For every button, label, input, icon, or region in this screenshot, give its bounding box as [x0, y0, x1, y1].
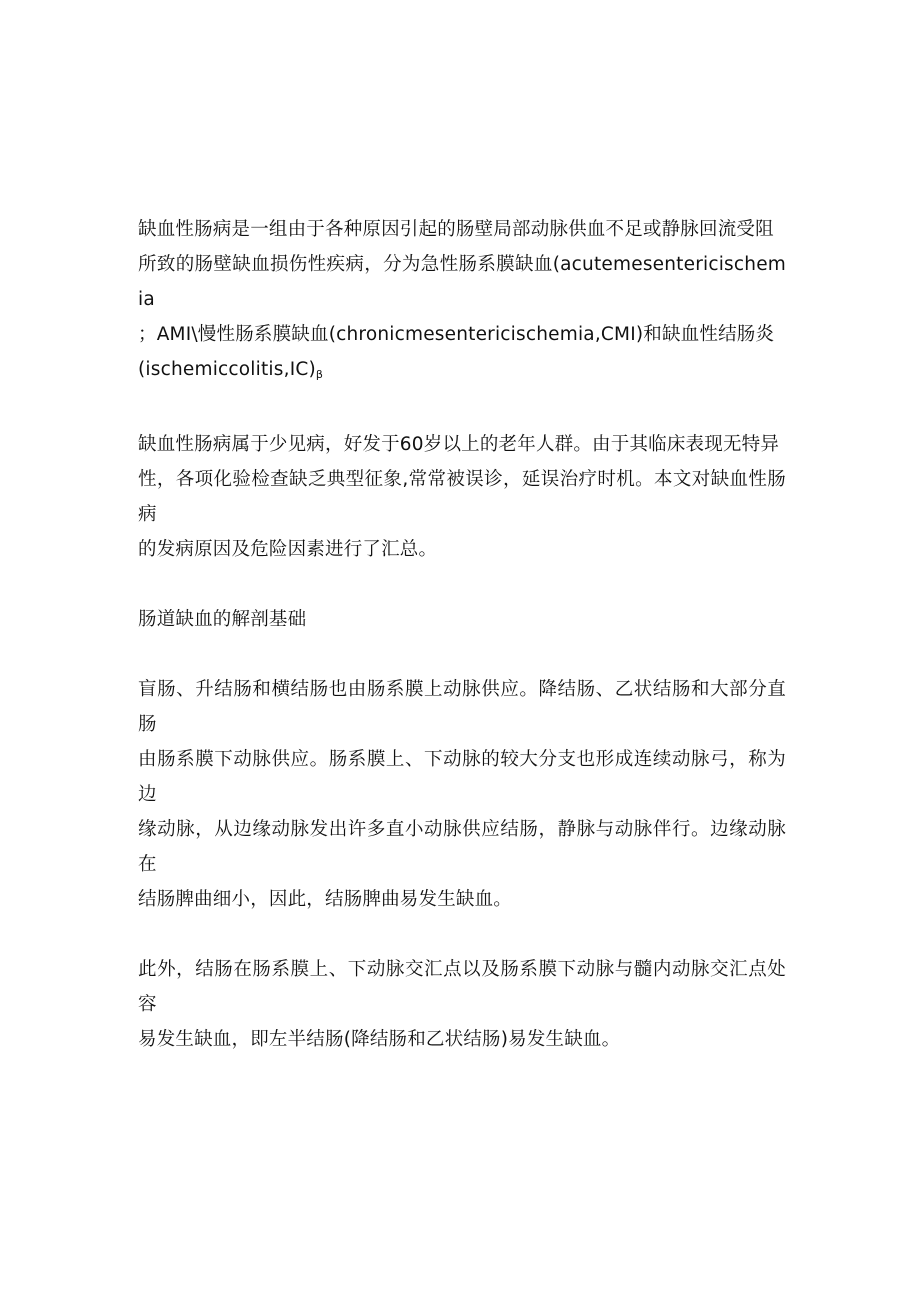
paragraph-definition: [138, 212, 786, 392]
text-line: 缺血性肠病属于少见病，好发于60岁以上的老年人群。由于其临床表现无特异: [138, 434, 780, 455]
text-line: 的发病原因及危险因素进行了汇总。: [138, 539, 438, 560]
document-body: [138, 212, 786, 1057]
section-heading: 肠道缺血的解剖基础: [138, 609, 307, 630]
text-line: 缘动脉，从边缘动脉发出许多直小动脉供应结肠，静脉与动脉伴行。边缘动脉在: [138, 819, 786, 875]
subscript-mark: β: [315, 368, 324, 381]
text-line: 易发生缺血，即左半结肠(降结肠和乙状结肠)易发生缺血。: [138, 1029, 621, 1050]
paragraph-watershed: [138, 952, 786, 1057]
text-line: 盲肠、升结肠和横结肠也由肠系膜上动脉供应。降结肠、乙状结肠和大部分直肠: [138, 679, 786, 735]
text-line: 所致的肠壁缺血损伤性疾病，分为急性肠系膜缺血(acutemesentericischemia: [138, 254, 786, 310]
text-line: ；AMI\慢性肠系膜缺血(chronicmesentericischemia,CMI)和缺血性结肠炎: [138, 324, 775, 345]
text-line: 结肠脾曲细小，因此，结肠脾曲易发生缺血。: [138, 889, 513, 910]
text-line: (ischemiccolitis,IC): [138, 359, 316, 380]
paragraph-anatomy: [138, 672, 786, 917]
paragraph-epidemiology: [138, 427, 786, 567]
text-line: 由肠系膜下动脉供应。肠系膜上、下动脉的较大分支也形成连续动脉弓，称为边: [138, 749, 786, 805]
text-line: 缺血性肠病是一组由于各种原因引起的肠壁局部动脉供血不足或静脉回流受阻: [138, 219, 774, 240]
text-line: 性，各项化验检查缺乏典型征象,常常被误诊，延误治疗时机。本文对缺血性肠病: [138, 469, 786, 525]
text-line: 此外，结肠在肠系膜上、下动脉交汇点以及肠系膜下动脉与髓内动脉交汇点处容: [138, 959, 786, 1015]
